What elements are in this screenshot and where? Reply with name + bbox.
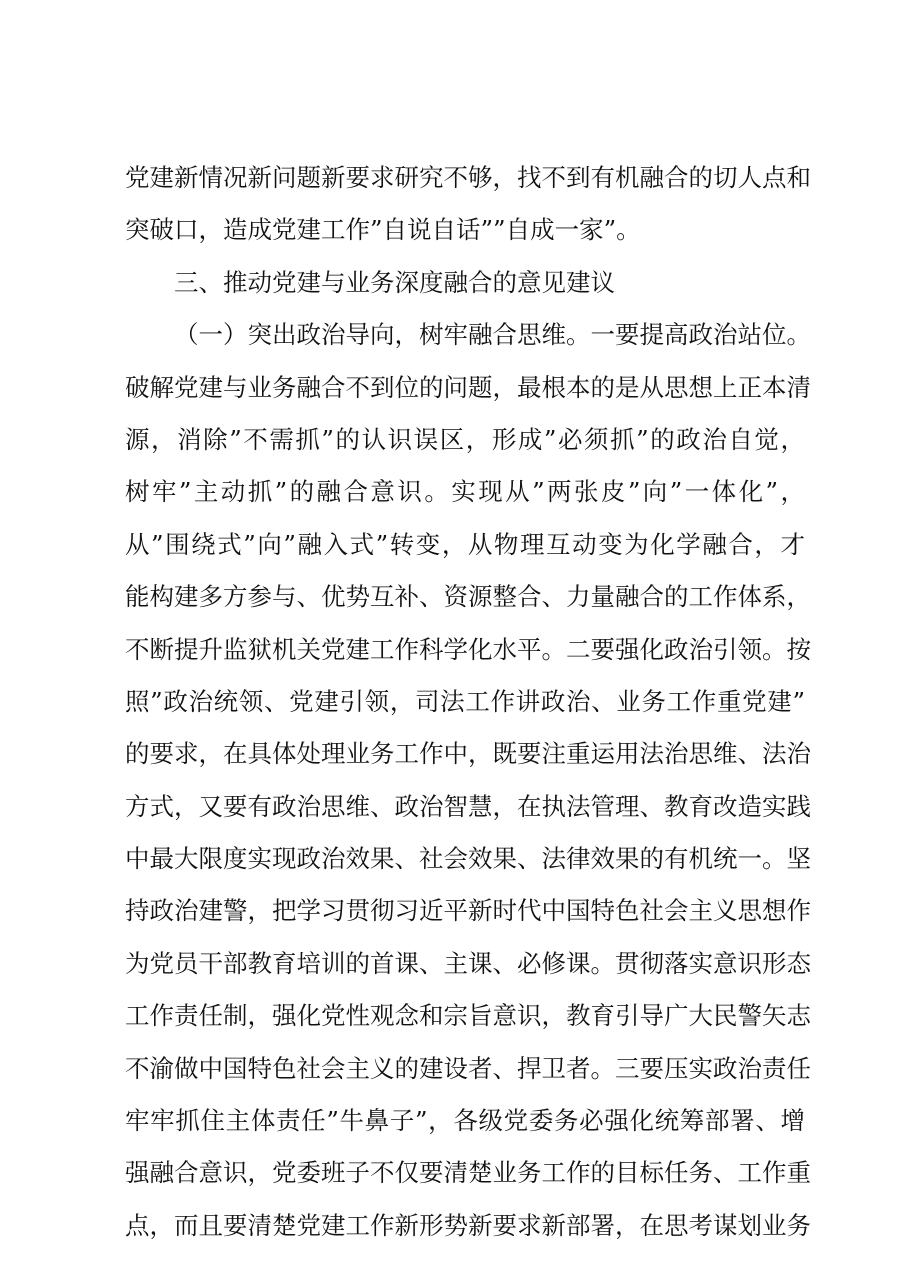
text-line: 突破口，造成党建工作”自说自话””自成一家”。 <box>125 215 641 245</box>
text-line: 党建新情况新问题新要求研究不够，找不到有机融合的切人点和 <box>125 163 811 192</box>
text-line: 工作责任制，强化党性观念和宗旨意识，教育引导广大民警矢志 <box>125 1001 811 1031</box>
text-line: 源，消除”不需抓”的认识误区，形成”必须抓”的政治自觉， <box>125 424 805 454</box>
text-line: 能构建多方参与、优势互补、资源整合、力量融合的工作体系， <box>125 582 811 612</box>
text-line: 照”政治统领、党建引领，司法工作讲政治、业务工作重党建” <box>125 686 805 716</box>
text-line: 方式，又要有政治思维、政治智慧，在执法管理、教育改造实践 <box>125 791 811 821</box>
text-line: 的要求，在具体处理业务工作中，既要注重运用法治思维、法治 <box>125 739 811 769</box>
text-line: 中最大限度实现政治效果、社会效果、法律效果的有机统一。坚 <box>125 844 811 874</box>
section-heading: 三、推动党建与业务深度融合的意见建议 <box>174 267 615 297</box>
text-line: 从”围绕式”向”融入式”转变，从物理互动变为化学融合，才 <box>125 529 805 559</box>
text-line: 树牢”主动抓”的融合意识。实现从”两张皮”向”一体化”， <box>125 477 805 507</box>
text-line: 破解党建与业务融合不到位的问题，最根本的是从思想上正本清 <box>125 372 811 402</box>
text-line: 为党员干部教育培训的首课、主课、必修课。贯彻落实意识形态 <box>125 948 811 978</box>
text-line: 强融合意识，党委班子不仅要清楚业务工作的目标任务、工作重 <box>125 1158 811 1188</box>
text-line: 不渝做中国特色社会主义的建设者、捍卫者。三要压实政治责任 <box>125 1053 811 1083</box>
subsection-heading: （一）突出政治导向，树牢融合思维。一要提高政治站位。 <box>174 320 811 350</box>
text-line: 不断提升监狱机关党建工作科学化水平。二要强化政治引领。按 <box>125 634 811 664</box>
body-text <box>125 152 811 1252</box>
text-line: 点，而且要清楚党建工作新形势新要求新部署，在思考谋划业务 <box>125 1210 811 1240</box>
text-line: 牢牢抓住主体责任”牛鼻子”，各级党委务必强化统筹部署、增 <box>125 1106 805 1136</box>
text-line: 持政治建警，把学习贯彻习近平新时代中国特色社会主义思想作 <box>125 896 811 926</box>
